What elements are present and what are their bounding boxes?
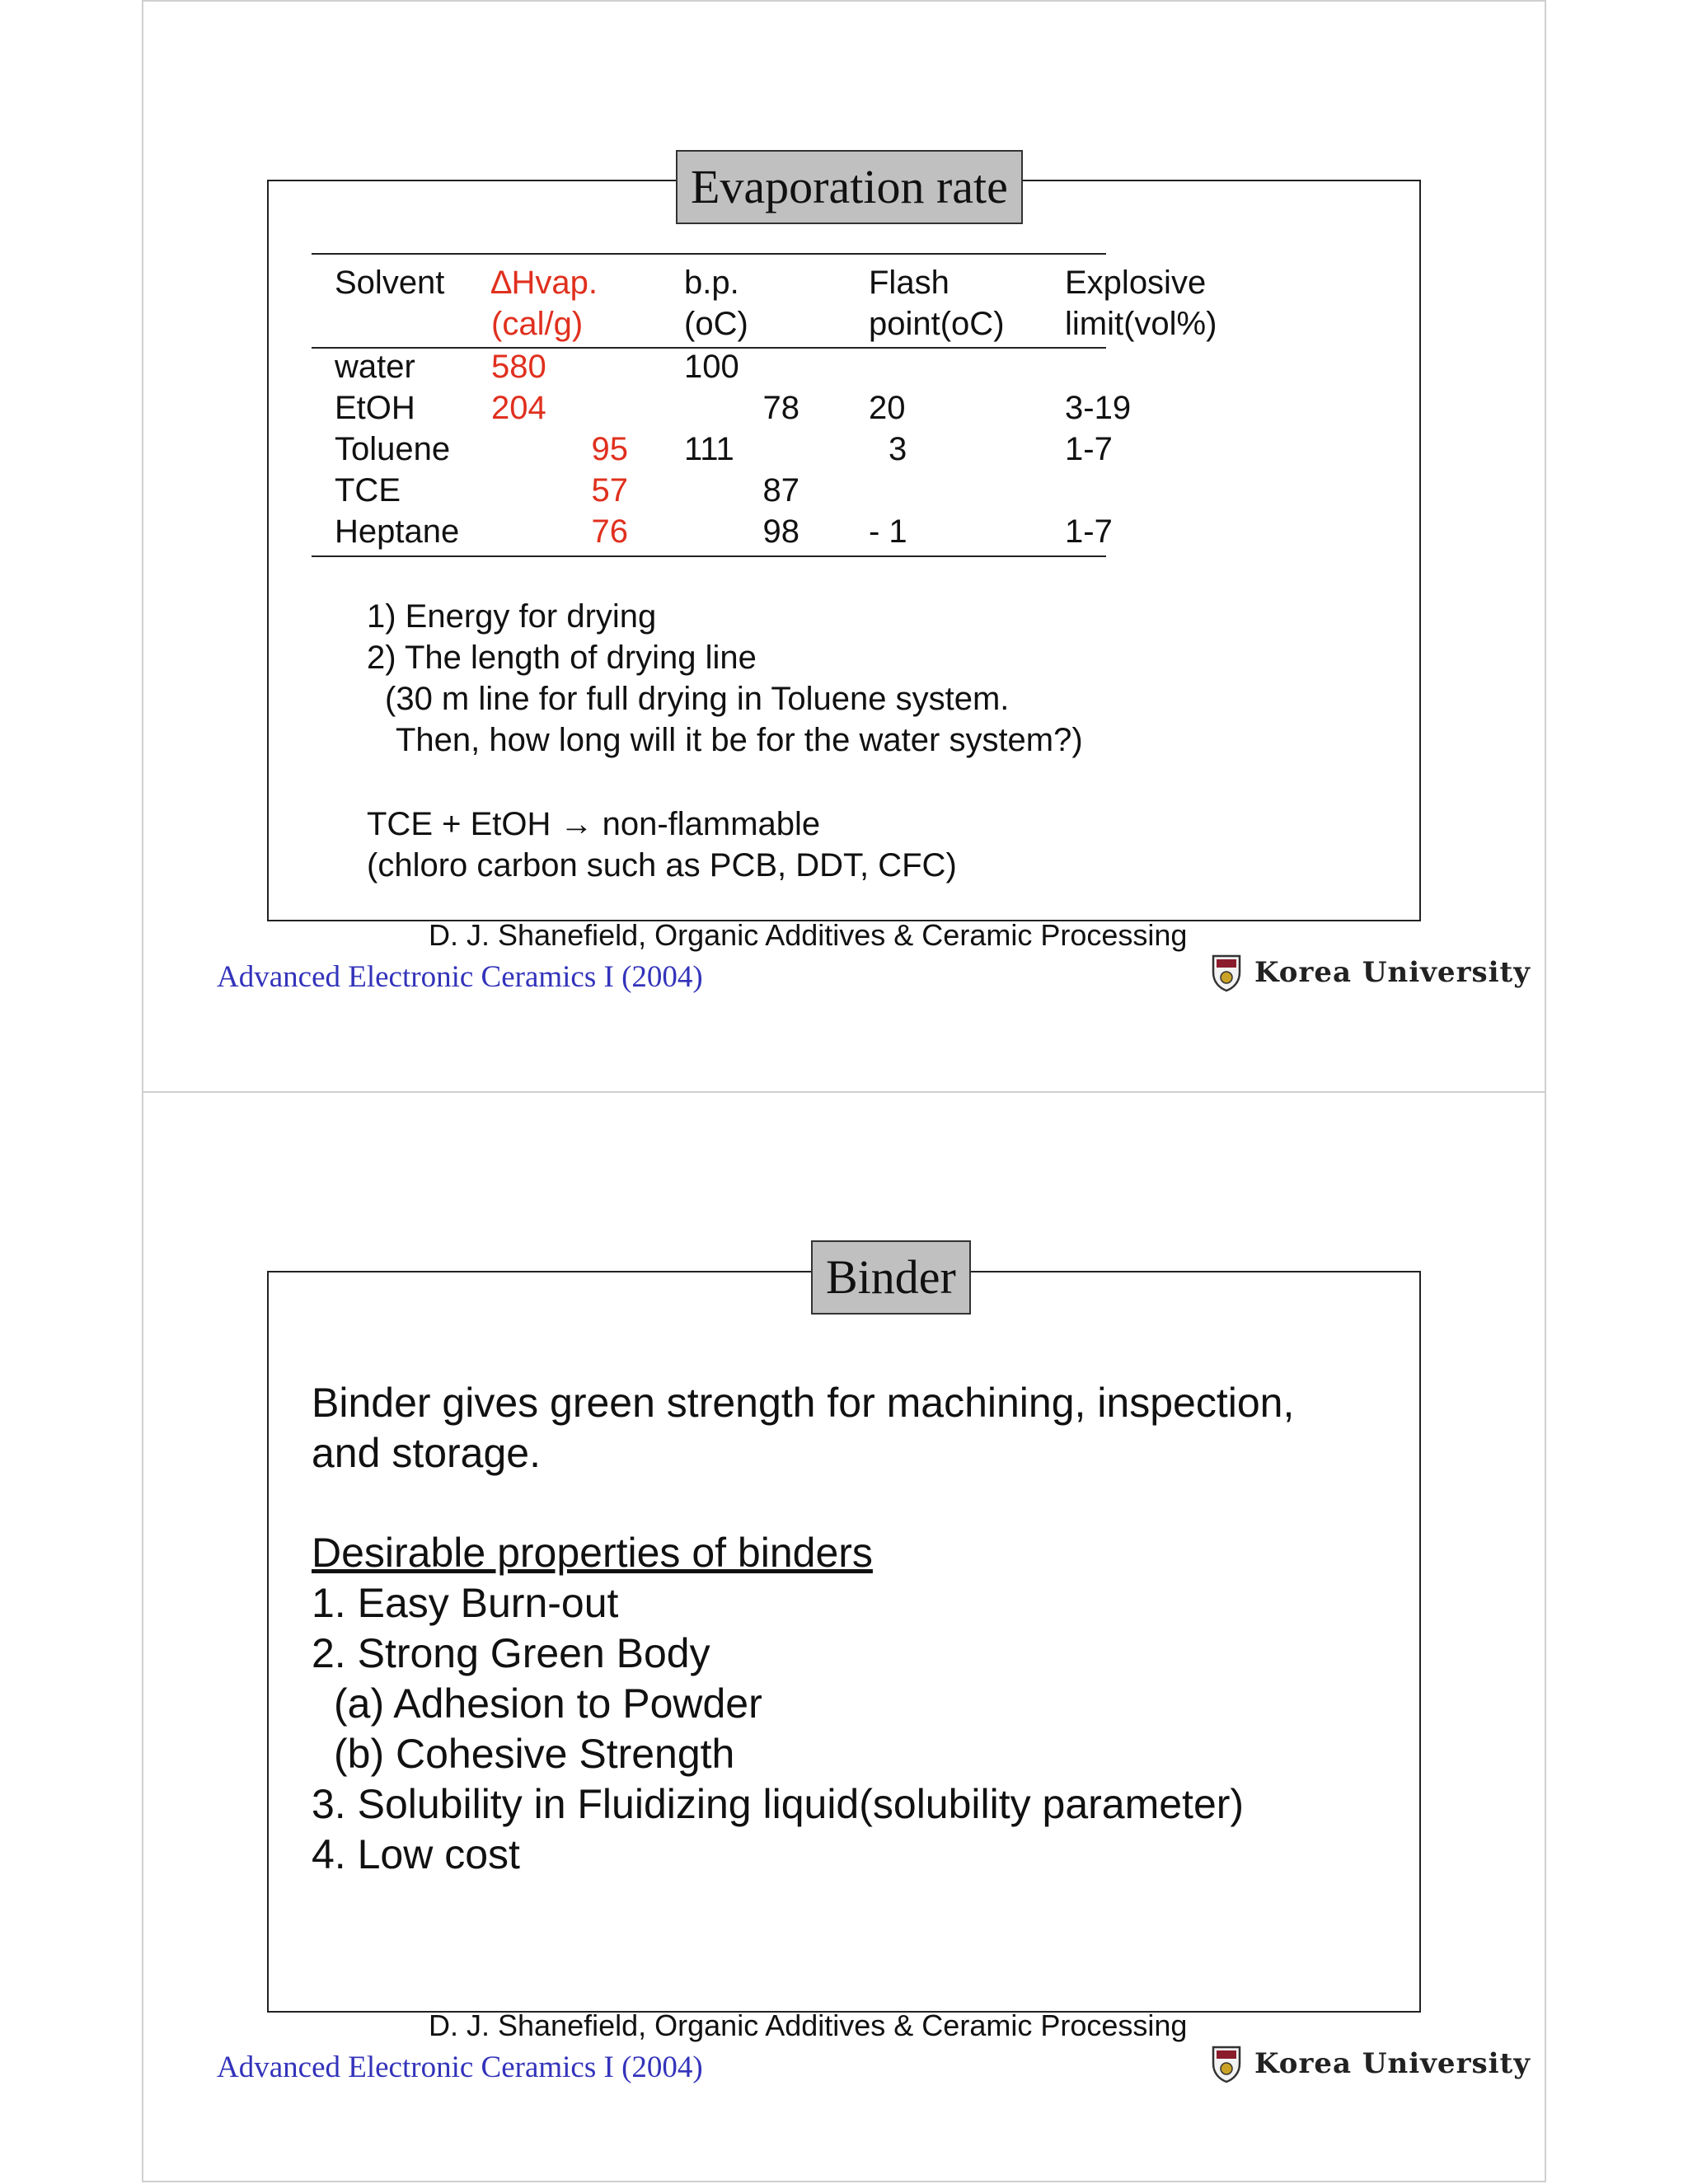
cell-hvap: 204 <box>491 390 546 426</box>
binder-intro-line1: Binder gives green strength for machining, inspection, <box>312 1380 1295 1426</box>
note-tce-ethanol: TCE + EtOH → non-flammable <box>367 806 821 842</box>
cell-bp: 111 <box>684 431 734 467</box>
table-body <box>312 346 1251 552</box>
cell-hvap: 580 <box>491 349 546 385</box>
cell-explosive <box>1065 346 1251 387</box>
properties-heading: Desirable properties of binders <box>312 1530 873 1576</box>
cell-bp: 100 <box>684 349 739 385</box>
header-flash-unit: point(oC) <box>869 306 1005 342</box>
slide2-reference: D. J. Shanefield, Organic Additives & Ceramic Processing <box>429 2008 1188 2042</box>
cell-bp: 78 <box>762 390 799 426</box>
note-chloro-carbon: (chloro carbon such as PCB, DDT, CFC) <box>367 847 957 883</box>
slide2-university-logo <box>1210 2044 1531 2083</box>
table-row <box>312 387 1251 429</box>
cell-hvap: 76 <box>591 513 628 550</box>
note-toluene-system: (30 m line for full drying in Toluene system. <box>385 681 1010 717</box>
cell-solvent: water <box>335 349 415 385</box>
table-row <box>312 429 1251 470</box>
note-energy: 1) Energy for drying <box>367 598 657 635</box>
page-divider <box>142 1091 1546 1093</box>
slide2-title: Binder <box>811 1240 971 1315</box>
table-row <box>312 470 1251 511</box>
slide1-course-name: Advanced Electronic Ceramics I (2004) <box>217 960 703 994</box>
header-flash: Flash <box>869 265 950 301</box>
cell-bp: 87 <box>762 472 799 509</box>
cell-explosive: 1-7 <box>1065 431 1113 467</box>
cell-flash <box>869 346 1065 387</box>
note-water-system: Then, how long will it be for the water system?) <box>396 722 1083 758</box>
property-item: 2. Strong Green Body <box>312 1630 710 1676</box>
cell-solvent: Toluene <box>335 431 451 467</box>
header-bp: b.p. <box>684 265 739 301</box>
slide2-logo-text: Korea University <box>1254 2047 1531 2080</box>
property-item: 4. Low cost <box>312 1831 520 1877</box>
property-subitem: (a) Adhesion to Powder <box>334 1680 762 1727</box>
cell-bp: 98 <box>762 513 799 550</box>
cell-flash: 20 <box>869 390 906 426</box>
table-bottom-rule <box>312 555 1106 557</box>
cell-flash <box>869 470 1065 511</box>
slide1-reference: D. J. Shanefield, Organic Additives & Ceramic Processing <box>429 918 1188 952</box>
property-subitem: (b) Cohesive Strength <box>334 1731 735 1777</box>
cell-hvap: 57 <box>591 472 628 509</box>
cell-flash: 3 <box>889 431 907 467</box>
table-top-rule <box>312 253 1106 255</box>
cell-explosive <box>1065 470 1251 511</box>
cell-explosive: 3-19 <box>1065 390 1132 426</box>
property-item: 1. Easy Burn-out <box>312 1580 619 1626</box>
header-hvap: ∆Hvap. <box>491 265 598 301</box>
note-drying-line: 2) The length of drying line <box>367 640 757 676</box>
slide1-title: Evaporation rate <box>676 150 1023 224</box>
cell-flash: - 1 <box>869 513 907 550</box>
table-header <box>312 262 1251 346</box>
cell-solvent: Heptane <box>335 513 460 550</box>
binder-intro-line2: and storage. <box>312 1430 541 1476</box>
header-solvent: Solvent <box>335 265 445 301</box>
cell-hvap: 95 <box>591 431 628 467</box>
property-item: 3. Solubility in Fluidizing liquid(solubility parameter) <box>312 1781 1245 1827</box>
slide1-university-logo <box>1210 953 1531 992</box>
header-bp-unit: (oC) <box>684 306 748 342</box>
korea-university-seal-icon <box>1210 953 1243 992</box>
cell-explosive: 1-7 <box>1065 513 1113 550</box>
slide1-logo-text: Korea University <box>1254 956 1531 989</box>
slide2-course-name: Advanced Electronic Ceramics I (2004) <box>217 2050 703 2084</box>
header-hvap-unit: (cal/g) <box>491 306 584 342</box>
header-explosive-unit: limit(vol%) <box>1065 306 1217 342</box>
cell-solvent: TCE <box>335 472 401 509</box>
header-explosive: Explosive <box>1065 265 1207 301</box>
table-row <box>312 346 1251 387</box>
table-row <box>312 511 1251 552</box>
korea-university-seal-icon <box>1210 2044 1243 2083</box>
evaporation-table <box>312 262 1251 552</box>
header-solvent-unit <box>312 303 491 346</box>
cell-solvent: EtOH <box>335 390 415 426</box>
